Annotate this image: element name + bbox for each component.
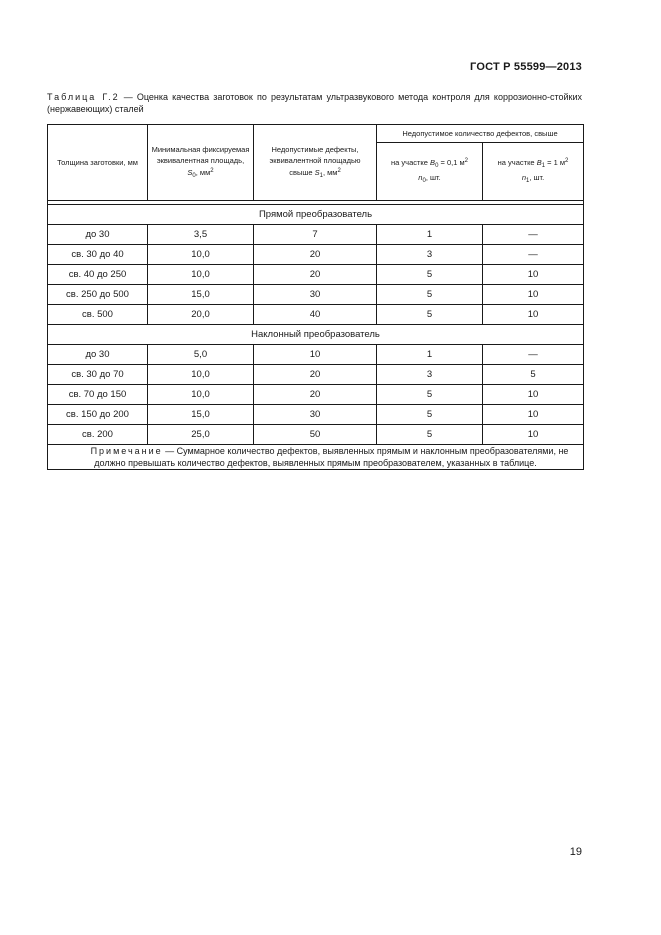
note-text: — Суммарное количество дефектов, выявленных прямым и наклонным преобразователями, не должно превышать количество дефектов, выявленных прямым преобразователем, указанных в таблице. [94,446,569,468]
cell-s1: 30 [254,405,377,425]
table-row [48,285,584,305]
cell-thickness: св. 30 до 40 [48,245,148,265]
cell-n1: 10 [483,425,584,445]
header-count-b1: на участке $B_1 = 1$ $м^2$ $n_1$, шт. [483,143,584,201]
cell-n1: 10 [483,305,584,325]
cell-s0: 10,0 [148,385,254,405]
table-row [48,425,584,445]
table-caption [47,91,582,115]
cell-s0: 25,0 [148,425,254,445]
cell-n1: — [483,245,584,265]
cell-n1: — [483,345,584,365]
cell-n1: 5 [483,365,584,385]
cell-n1: 10 [483,285,584,305]
cell-n0: 1 [377,345,483,365]
section-title: Прямой преобразователь [48,205,584,225]
page-number: 19 [569,846,582,858]
cell-n0: 3 [377,365,483,385]
defects-table [47,124,584,470]
cell-s1: 30 [254,285,377,305]
cell-n0: 5 [377,265,483,285]
cell-thickness: св. 70 до 150 [48,385,148,405]
cell-n0: 5 [377,385,483,405]
cell-s0: 3,5 [148,225,254,245]
table-note [48,445,584,470]
cell-thickness: св. 500 [48,305,148,325]
cell-s1: 40 [254,305,377,325]
header-thickness: Толщина заготовки, мм [48,125,148,201]
cell-s0: 10,0 [148,245,254,265]
cell-thickness: св. 250 до 500 [48,285,148,305]
header-defect-count: Недопустимое количество дефектов, свыше [377,125,584,143]
cell-n0: 5 [377,285,483,305]
cell-n1: — [483,225,584,245]
caption-label: Таблица Г.2 [47,92,120,102]
cell-thickness: св. 150 до 200 [48,405,148,425]
cell-n1: 10 [483,265,584,285]
document-code: ГОСТ Р 55599—2013 [470,61,582,73]
caption-text: — Оценка качества заготовок по результатам ультразвукового метода контроля для коррозионно-стойких (нержавеющих) сталей [47,92,582,114]
cell-s1: 10 [254,345,377,365]
cell-n0: 5 [377,405,483,425]
table-row [48,225,584,245]
cell-s1: 20 [254,385,377,405]
table-row [48,365,584,385]
header-defects-area: Недопустимые дефекты, эквивалентной площадью свыше $S_1$, $мм^2$ [254,125,377,201]
cell-thickness: до 30 [48,345,148,365]
cell-s0: 20,0 [148,305,254,325]
table-row [48,405,584,425]
cell-thickness: св. 200 [48,425,148,445]
cell-s0: 5,0 [148,345,254,365]
table-row [48,385,584,405]
cell-thickness: св. 30 до 70 [48,365,148,385]
cell-n0: 5 [377,425,483,445]
cell-n0: 5 [377,305,483,325]
cell-s1: 50 [254,425,377,445]
cell-s0: 15,0 [148,405,254,425]
cell-n0: 3 [377,245,483,265]
cell-s1: 20 [254,365,377,385]
cell-n1: 10 [483,385,584,405]
cell-s1: 20 [254,265,377,285]
cell-s1: 7 [254,225,377,245]
table-row [48,305,584,325]
cell-s0: 10,0 [148,265,254,285]
cell-n0: 1 [377,225,483,245]
cell-thickness: до 30 [48,225,148,245]
note-label: Примечание [90,446,163,456]
header-count-b0: на участке $B_0 = 0,1$ $м^2$ $n_0$, шт. [377,143,483,201]
table-row [48,245,584,265]
cell-s0: 15,0 [148,285,254,305]
cell-thickness: св. 40 до 250 [48,265,148,285]
table-row [48,265,584,285]
table-row [48,345,584,365]
cell-s0: 10,0 [148,365,254,385]
cell-s1: 20 [254,245,377,265]
cell-n1: 10 [483,405,584,425]
header-min-area: Минимальная фиксируемая эквивалентная площадь, $S_0$, $мм^2$ [148,125,254,201]
section-title: Наклонный преобразователь [48,325,584,345]
